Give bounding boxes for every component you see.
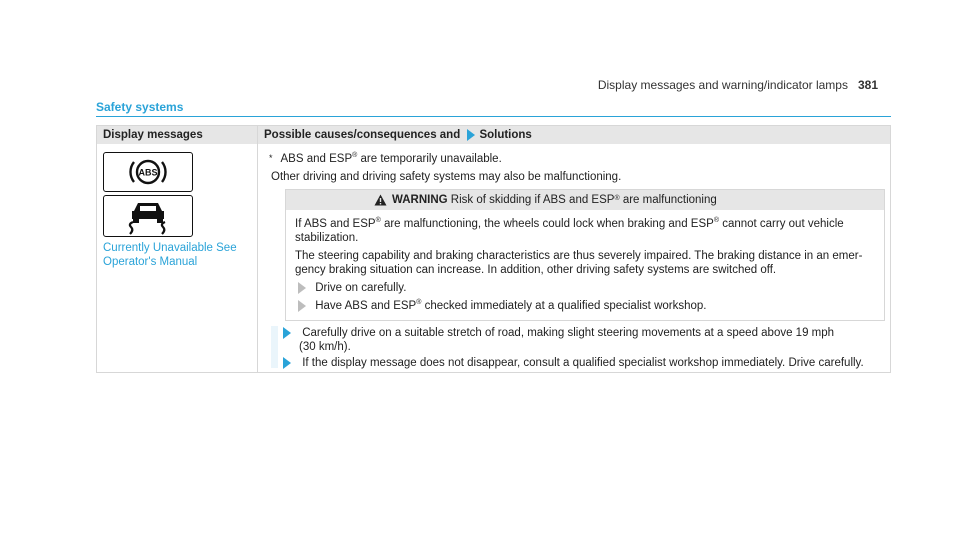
warning-p1-end: stabilization. <box>295 232 359 244</box>
reg-mark: ® <box>713 217 719 224</box>
warning-triangle-icon <box>374 194 387 206</box>
warning-p1-a: If ABS and ESP <box>295 218 376 230</box>
warning-step-2-b: checked immediately at a qualified specialist workshop. <box>424 300 707 313</box>
solution-highlight-bar <box>271 326 278 368</box>
reg-mark: ® <box>375 217 381 224</box>
cause-line-1 <box>271 153 502 165</box>
warning-p1 <box>295 218 844 230</box>
cause-line-1-b: are temporarily unavailable. <box>360 153 502 165</box>
step-arrow-icon <box>298 300 306 312</box>
availability-star: * <box>269 153 273 163</box>
col2-header-text: Possible causes/consequences and <box>264 129 461 141</box>
col-header-display-messages: Display messages <box>97 126 257 144</box>
esp-lamp-graphic <box>104 196 192 236</box>
warning-p1-b: are malfunctioning, the wheels could lock when braking and ESP <box>383 218 714 230</box>
esp-skidding-car-icon <box>103 195 193 237</box>
solution-1 <box>283 327 834 339</box>
page-number: 381 <box>857 78 878 92</box>
reg-mark: ® <box>614 195 620 202</box>
warning-title-a: Risk of skidding if ABS and ESP <box>450 194 615 206</box>
display-messages-table <box>96 125 891 373</box>
warning-step-1-text: Drive on carefully. <box>315 282 407 295</box>
warning-p2-b: gency braking situation can increase. In addition, other driving safety systems are switched off. <box>295 264 777 276</box>
cause-line-2: Other driving and driving safety systems may also be malfunctioning. <box>271 171 622 183</box>
cause-line-1-a: ABS and ESP <box>280 153 353 165</box>
solution-arrow-icon <box>283 327 291 339</box>
column-divider <box>257 126 258 372</box>
solution-arrow-icon <box>283 357 291 369</box>
warning-step-2-a: Have ABS and ESP <box>315 300 417 313</box>
warning-p2-a: The steering capability and braking characteristics are thus severely impaired. The braking distance in an emer- <box>295 250 863 262</box>
solution-2 <box>283 357 864 369</box>
solution-1-text: Carefully drive on a suitable stretch of road, making slight steering movements at a speed above 19 mph <box>302 327 835 340</box>
page-header <box>598 78 878 92</box>
col2-header-solutions: Solutions <box>479 129 532 141</box>
section-title: Safety systems <box>96 100 184 114</box>
solution-1-cont: (30 km/h). <box>299 341 351 353</box>
warning-title-b: are malfunctioning <box>622 194 717 206</box>
abs-warning-lamp-icon <box>103 152 193 192</box>
solution-arrow-icon <box>467 129 475 141</box>
warning-title <box>392 190 717 210</box>
header-title: Display messages and warning/indicator lamps <box>597 78 848 92</box>
warning-box <box>285 189 885 321</box>
display-message-text: Currently Unavailable See Operator's Manual <box>103 242 237 268</box>
solution-2-text: If the display message does not disappear, consult a qualified specialist workshop immediately. Drive carefully. <box>302 357 864 370</box>
svg-text:ABS: ABS <box>138 167 158 178</box>
warning-header <box>286 190 884 210</box>
reg-mark: ® <box>416 299 422 306</box>
abs-lamp-graphic <box>104 153 192 191</box>
warning-p1-c: cannot carry out vehicle <box>722 218 844 230</box>
section-rule <box>96 116 891 117</box>
warning-label: WARNING <box>392 194 448 206</box>
reg-mark: ® <box>352 152 358 159</box>
step-arrow-icon <box>298 282 306 294</box>
warning-step-1 <box>298 282 406 294</box>
col-header-causes-solutions <box>258 126 890 144</box>
warning-step-2 <box>298 300 706 312</box>
